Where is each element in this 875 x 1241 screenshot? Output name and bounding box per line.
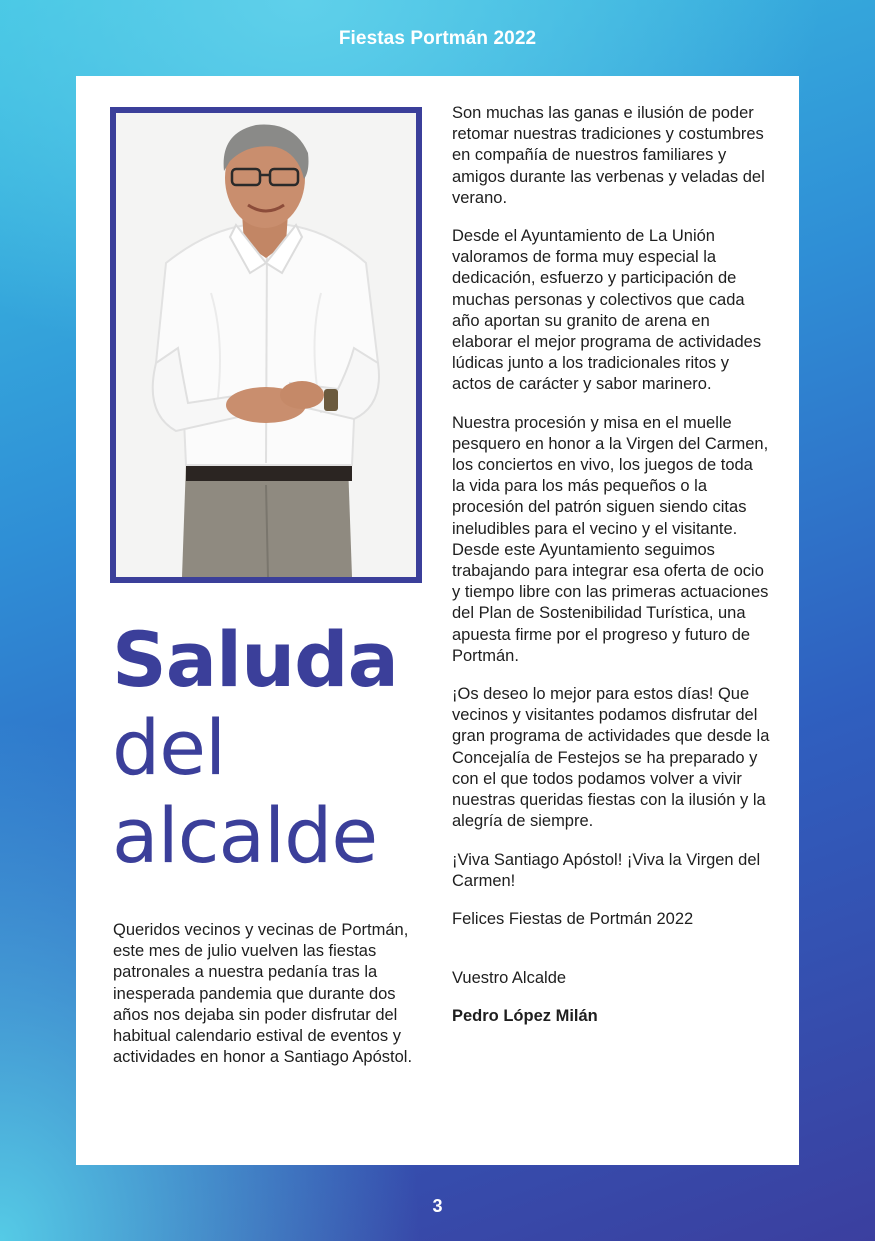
- body-paragraph-1: Son muchas las ganas e ilusión de poder retomar nuestras tradiciones y costumbres en compañía de nuestros familiares y amigos durante las verbenas y veladas del verano.: [452, 104, 765, 207]
- body-paragraph-5: ¡Viva Santiago Apóstol! ¡Viva la Virgen del Carmen!: [452, 850, 761, 890]
- mayor-portrait-icon: [116, 113, 416, 577]
- headline-alcalde: alcalde: [112, 791, 378, 880]
- body-paragraph-3: Nuestra procesión y misa en el muelle pesquero en honor a la Virgen del Carmen, los conciertos en vivo, los juegos de toda la vida para los más pequeños o la procesión del patrón siguen siendo citas ineludibles para el vecino y el visitante. Desde este Ayuntamiento seguimos trabajando para integrar esa oferta de ocio y tiempo libre con las primeras actuaciones del Plan de Sostenibilidad Turística, una apuesta firme por el progreso y futuro de Portmán.: [452, 413, 769, 665]
- page-number: 3: [432, 1196, 443, 1216]
- letter-body: [452, 103, 770, 1045]
- closing-line: Vuestro Alcalde: [452, 969, 567, 988]
- page-header-title: Fiestas Portmán 2022: [338, 28, 537, 49]
- body-paragraph-4: ¡Os deseo lo mejor para estos días! Que vecinos y visitantes podamos disfrutar del gran programa de actividades que desde la Concejalía de Festejos se ha preparado y con el que todos podamos volver a vivir nuestras queridas fiestas con la ilusión y la alegría de siempre.: [452, 685, 770, 831]
- headline-del: del: [112, 703, 226, 792]
- headline-saluda: Saluda: [112, 615, 398, 704]
- content-card: [76, 76, 799, 1165]
- body-paragraph-2: Desde el Ayuntamiento de La Unión valoramos de forma muy especial la dedicación, esfuerzo y participación de muchas personas y colectivos que cada año aportan su granito de arena en elaborar el mejor programa de actividades lúdicas junto a los tradicionales ritos y actos de carácter y sabor marinero.: [452, 227, 762, 394]
- mayor-photo: [110, 107, 422, 583]
- signature-name: Pedro López Milán: [452, 1007, 598, 1026]
- page-headline: [112, 616, 412, 880]
- intro-paragraph: Queridos vecinos y vecinas de Portmán, este mes de julio vuelven las fiestas patronales a nuestra pedanía tras la inesperada pandemia que durante dos años nos dejaba sin poder disfrutar del habitual calendario estival de eventos y actividades en honor a Santiago Apóstol.: [113, 921, 413, 1067]
- body-paragraph-6: Felices Fiestas de Portmán 2022: [452, 909, 694, 928]
